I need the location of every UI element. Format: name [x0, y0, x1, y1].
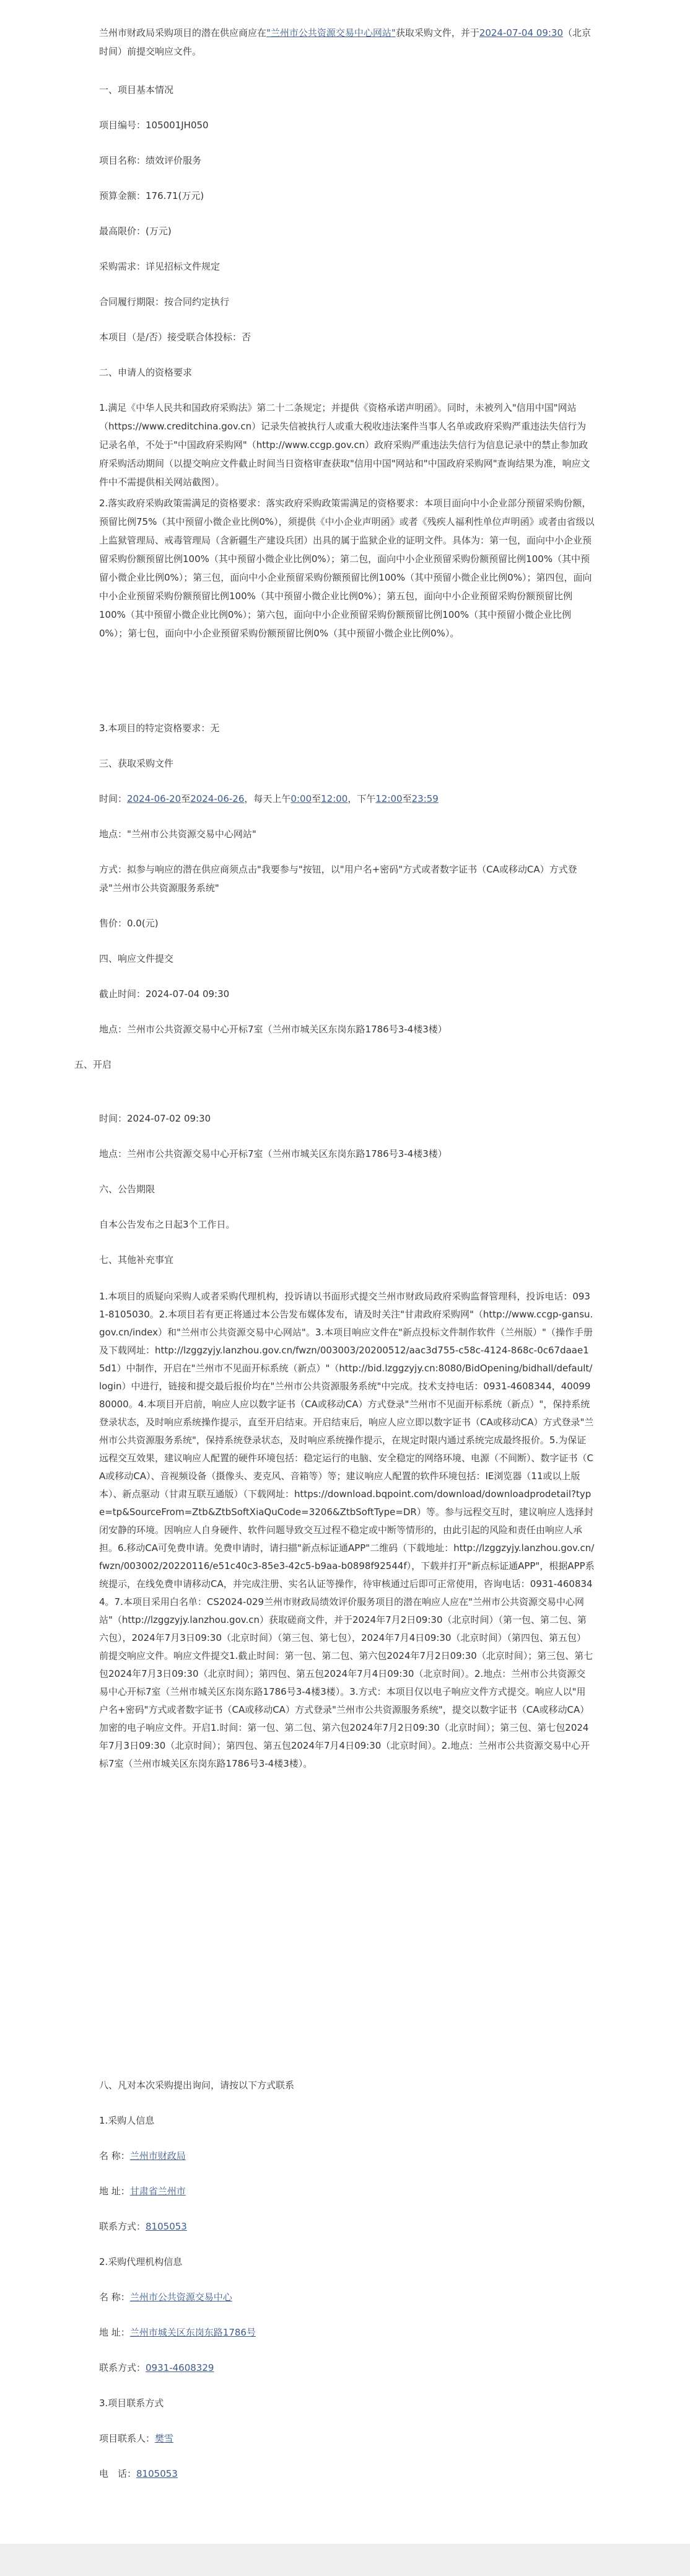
project-name: 项目名称：绩效评价服务 [99, 155, 202, 166]
contract-period: 合同履行期限：按合同约定执行 [99, 296, 230, 307]
consortium-accepted: 本项目（是/否）接受联合体投标：否 [99, 332, 251, 343]
section-2-title: 二、申请人的资格要求 [99, 367, 193, 378]
pm-end: 23:59 [411, 793, 439, 804]
qualification-3: 3.本项目的特定资格要求：无 [99, 723, 220, 734]
buyer-address-label: 地 址： [99, 2186, 130, 2197]
contact-phone-row [99, 2464, 595, 2483]
buyer-name-label: 名 称： [99, 2150, 130, 2161]
qualification-2-text: 2.落实政府采购政策需满足的资格要求：落实政府采购政策需满足的资格要求：本项目面向中小企业部分预留采购份额，预留比例75%（其中预留小微企业比例0%），须提供《中小企业声明函》或者《残疾人福利性单位声明函》或者由省级以上监狱管理局、戒毒管理局（含新疆生产建设兵团）出具的属于监狱企业的证明文件。具体为：第一包，面向中小企业预留采购份额预留比例100%（其中预留小微企业比例0%）；第二包，面向中小企业预留采购份额预留比例100%（其中预留小微企业比例0%）；第三包，面向中小企业预留采购份额预留比例100%（其中预留小微企业比例0%）；第四包，面向中小企业预留采购份额预留比例100%（其中预留小微企业比例0%）；第五包，面向中小企业预留采购份额预留比例100%（其中预留小微企业比例0%）；第六包，面向中小企业预留采购份额预留比例100%（其中预留小微企业比例0%）；第七包，面向中小企业预留采购份额预留比例0%（其中预留小微企业比例0%）。 [99, 498, 595, 639]
section-5-title: 五、开启 [74, 1059, 112, 1070]
agent-phone-label: 联系方式： [99, 2362, 146, 2373]
intro-paragraph [99, 24, 595, 61]
resource-center-link[interactable]: "兰州市公共资源交易中心网站" [266, 27, 396, 38]
max-price: 最高限价：(万元) [99, 226, 172, 237]
am-end: 12:00 [321, 793, 348, 804]
contact-phone: 8105053 [136, 2468, 178, 2479]
agent-address: 兰州市城关区东岗东路1786号 [129, 2327, 256, 2338]
qualification-1 [99, 398, 595, 491]
announcement-body [99, 24, 595, 61]
acquisition-place: 地点："兰州市公共资源交易中心网站" [99, 829, 256, 840]
acquisition-method: 方式：拟参与响应的潜在供应商须点击"我要参与"按钮，以"用户名+密码"方式或者数字证书（CA或移动CA）方式登录"兰州市公共资源服务系统" [99, 864, 577, 894]
am-start: 0:00 [290, 793, 312, 804]
pm-label: ，下午 [347, 793, 376, 804]
notice-period: 自本公告发布之日起3个工作日。 [99, 1219, 235, 1230]
buyer-address-row [99, 2182, 595, 2200]
agent-address-row [99, 2323, 595, 2342]
acquisition-time [99, 789, 595, 808]
project-contact-title: 3.项目联系方式 [99, 2398, 164, 2409]
qualification-2 [99, 494, 595, 643]
opening-place: 地点：兰州市公共资源交易中心开标7室（兰州市城关区东岗东路1786号3-4楼3楼） [99, 1148, 447, 1159]
buyer-address: 甘肃省兰州市 [129, 2186, 186, 2197]
procurement-demand: 采购需求：详见招标文件规定 [99, 261, 221, 272]
section-1-title: 一、项目基本情况 [99, 84, 174, 95]
contact-person: 樊雪 [155, 2433, 174, 2444]
agent-address-label: 地 址： [99, 2327, 130, 2338]
intro-text-1: 兰州市财政局采购项目的潜在供应商应在 [99, 27, 267, 38]
agent-phone-row [99, 2358, 595, 2377]
submission-deadline: 2024-07-04 09:30 [479, 27, 564, 38]
section-3-title: 三、获取采购文件 [99, 758, 174, 769]
section-6-title: 六、公告期限 [99, 1184, 155, 1195]
section-8-title: 八、凡对本次采购提出询问，请按以下方式联系 [99, 2080, 295, 2091]
submission-place: 地点：兰州市公共资源交易中心开标7室（兰州市城关区东岗东路1786号3-4楼3楼） [99, 1024, 447, 1035]
date-start: 2024-06-20 [127, 793, 181, 804]
project-number: 项目编号：105001JH050 [99, 120, 209, 131]
qualification-1-text: 1.满足《中华人民共和国政府采购法》第二十二条规定；并提供《资格承诺声明函》。同时，未被列入"信用中国"网站（https://www.creditchina.gov.cn）记录失信被执行人或重大税收违法案件当事人名单或政府采购严重违法失信行为记录名单，不处于"中国政府采购网"（http://www.ccgp.gov.cn）政府采购严重违法失信行为信息记录中的禁止参加政府采购活动期间（以提交响应文件截止时间当日资格审查获取"信用中国"网站和"中国政府采购网"查询结果为准，响应文件中不需提供相关网站截图）。 [99, 402, 590, 488]
buyer-name-row [99, 2147, 595, 2165]
section-4-title: 四、响应文件提交 [99, 953, 174, 964]
to-1: 至 [181, 793, 191, 804]
agent-name: 兰州市公共资源交易中心 [129, 2292, 232, 2303]
time-label: 时间： [99, 793, 128, 804]
opening-time: 时间：2024-07-02 09:30 [99, 1113, 211, 1124]
date-end: 2024-06-26 [190, 793, 245, 804]
to-3: 至 [402, 793, 412, 804]
contact-phone-label: 电 话： [99, 2468, 137, 2479]
contact-person-label: 项目联系人： [99, 2433, 155, 2444]
submission-deadline-line: 截止时间：2024-07-04 09:30 [99, 988, 230, 1000]
agent-info-title: 2.采购代理机构信息 [99, 2256, 183, 2267]
intro-text-2: 获取采购文件，并于 [395, 27, 479, 38]
document-price: 售价：0.0(元) [99, 918, 159, 929]
supplementary-matters: 1.本项目的质疑向采购人或者采购代理机构，投诉请以书面形式提交兰州市财政局政府采购监督管理科，投诉电话：0931-8105030。2.本项目若有更正将通过本公告发布媒体发布，请及时关注"甘肃政府采购网"（http://www.ccgp-gansu.gov.cn/index）和"兰州市公共资源交易中心网站"。3.本项目响应文件在"新点投标文件制作软件（兰州版）"（操作手册及下载网址：http://lzggzyjy.lanzhou.gov.cn/fwzn/003003/20200512/aac3d755-c58c-4124-868c-0c67daae15d1）中制作，开启在"兰州市不见面开标系统（新点）"（http://bid.lzggzyjy.cn:8080/BidOpening/bidhall/default/login）中进行，链接和提交最后报价均在"兰州市公共资源服务系统"中完成。技术支持电话：0931-4608344，4009980000。4.本项目开启前，响应人应以数字证书（CA或移动CA）方式登录"兰州市不见面开标系统（新点）"，保持系统登录状态，及时响应系统操作提示，直至开启结束。开启结束后，响应人应立即以数字证书（CA或移动CA）方式登录"兰州市公共资源服务系统"，保持系统登录状态，及时响应系统操作提示，在规定时限内通过系统完成最终报价。5.为保证远程交互效果，建议响应人配置的硬件环境包括：稳定运行的电脑、安全稳定的网络环境、电源（不间断）、数字证书（CA或移动CA）、音视频设备（摄像头、麦克风、音箱等）等；建议响应人配置的软件环境包括：IE浏览器（11或以上版本）、新点驱动（甘肃互联互通版）（下载网址：https://download.bqpoint.com/download/downloadprodetail?type=tp&SourceFrom=Ztb&ZtbSoftXiaQuCode=3206&ZtbSoftType=DR）等。参与远程交互时，建议响应人选择封闭安静的环境。因响应人自身硬件、软件问题导致交互过程不稳定或中断等情形的，由此引起的风险和责任由响应人承担。6.移动CA可免费申请。免费申请时，请扫描"新点标证通APP"二维码（下载地址：http://lzggzyjy.lanzhou.gov.cn/fwzn/003002/20220116/e51c40c3-85e3-42c5-b9aa-b0898f92544f），下载并打开"新点标证通APP"，根据APP系统提示，在线免费申请移动CA，并完成注册、实名认证等操作，待审核通过后即可正常使用，咨询电话：0931-4608344。7.本项目采用白名单：CS2024-029兰州市财政局绩效评价服务项目的潜在响应人应在"兰州市公共资源交易中心网站"（http://lzggzyjy.lanzhou.gov.cn）获取磋商文件，并于2024年7月2日09:30（北京时间）（第一包、第二包、第六包），2024年7月3日09:30（北京时间）（第三包、第七包），2024年7月4日09:30（北京时间）（第四包、第五包）前提交响应文件。响应文件提交1.截止时间：第一包、第二包、第六包2024年7月2日09:30（北京时间）；第三包、第七包2024年7月3日09:30（北京时间）；第四包、第五包2024年7月4日09:30（北京时间）。2.地点：兰州市公共资源交易中心开标7室（兰州市城关区东岗东路1786号3-4楼3楼）。3.方式：本项目仅以电子响应文件方式提交。响应人以"用户名+密码"方式或者数字证书（CA或移动CA）方式登录"兰州市公共资源服务系统"，提交以数字证书（CA或移动CA）加密的电子响应文件。开启1.时间：第一包、第二包、第六包2024年7月2日09:30（北京时间）；第三包、第七包2024年7月3日09:30（北京时间）；第四包、第五包2024年7月4日09:30（北京时间）。2.地点：兰州市公共资源交易中心开标7室（兰州市城关区东岗东路1786号3-4楼3楼）。 [99, 1291, 595, 1769]
agent-name-label: 名 称： [99, 2292, 130, 2303]
page-footer-bar [0, 2544, 690, 2576]
budget-amount: 预算金额：176.71(万元) [99, 190, 204, 201]
buyer-phone: 8105053 [146, 2221, 187, 2232]
section-7-title: 七、其他补充事宜 [99, 1254, 174, 1265]
agent-phone: 0931-4608329 [146, 2362, 214, 2373]
daily-am-label: ，每天上午 [244, 793, 291, 804]
intro-text-3: （北京时间）前提交响应文件。 [99, 27, 592, 57]
buyer-name: 兰州市财政局 [129, 2150, 186, 2161]
contact-person-row [99, 2429, 595, 2448]
pm-start: 12:00 [375, 793, 403, 804]
buyer-phone-row [99, 2217, 595, 2236]
buyer-info-title: 1.采购人信息 [99, 2115, 155, 2126]
agent-name-row [99, 2288, 595, 2306]
buyer-phone-label: 联系方式： [99, 2221, 146, 2232]
to-2: 至 [312, 793, 321, 804]
